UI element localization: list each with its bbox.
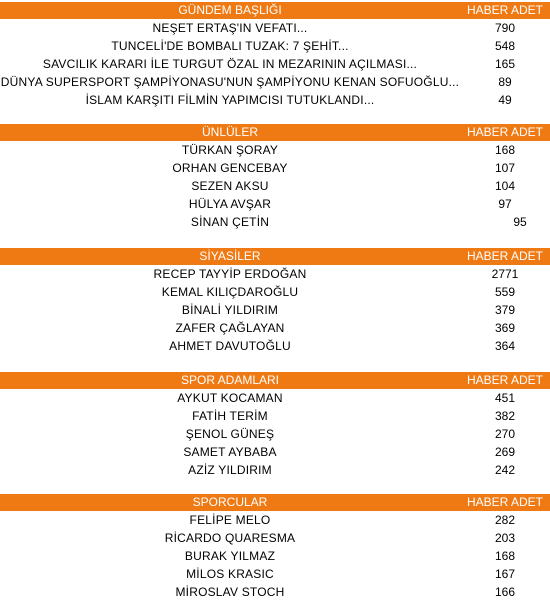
section-header — [0, 248, 550, 265]
row-name: BURAK YILMAZ — [184, 549, 276, 563]
row-count: 379 — [494, 303, 516, 317]
row-name: TUNCELİ'DE BOMBALI TUZAK: 7 ŞEHİT... — [111, 39, 349, 53]
table-row — [0, 55, 550, 73]
row-name: ZAFER ÇAĞLAYAN — [175, 321, 285, 335]
row-count: 168 — [494, 143, 516, 157]
row-count: 282 — [494, 513, 516, 527]
table-row — [0, 283, 550, 301]
section-title: SİYASİLER — [199, 249, 261, 263]
count-column-header: HABER ADET — [466, 125, 544, 139]
row-name: SEZEN AKSU — [191, 179, 269, 193]
row-count: 166 — [494, 585, 516, 599]
row-count: 107 — [494, 161, 516, 175]
table-row — [0, 443, 550, 461]
section-gundem — [0, 2, 550, 109]
table-row — [0, 407, 550, 425]
section-header — [0, 2, 550, 19]
row-name: KEMAL KILIÇDAROĞLU — [161, 285, 299, 299]
section-header — [0, 494, 550, 511]
table-row — [0, 511, 550, 529]
row-name: MİROSLAV STOCH — [175, 585, 285, 599]
row-name: ŞENOL GÜNEŞ — [185, 427, 275, 441]
row-count: 168 — [494, 549, 516, 563]
row-name: SİNAN ÇETİN — [190, 215, 270, 229]
row-name: NEŞET ERTAŞ'IN VEFATI... — [152, 21, 308, 35]
table-row — [0, 37, 550, 55]
table-row — [0, 73, 550, 91]
table-row — [0, 337, 550, 355]
row-count: 165 — [494, 57, 516, 71]
section-siyasiler — [0, 248, 550, 355]
row-name: ORHAN GENCEBAY — [172, 161, 288, 175]
table-row — [0, 195, 550, 213]
table-row — [0, 547, 550, 565]
row-name: SAVCILIK KARARI İLE TURGUT ÖZAL IN MEZARININ AÇILMASI... — [42, 57, 418, 71]
row-name: TÜRKAN ŞORAY — [181, 143, 279, 157]
row-count: 369 — [494, 321, 516, 335]
table-row — [0, 19, 550, 37]
table-row — [0, 141, 550, 159]
row-name: MİLOS KRASIC — [186, 567, 274, 581]
table-row — [0, 265, 550, 283]
row-count: 382 — [494, 409, 516, 423]
table-row — [0, 389, 550, 407]
table-row — [0, 461, 550, 479]
section-header — [0, 372, 550, 389]
table-row — [0, 565, 550, 583]
table-row — [0, 583, 550, 601]
table-row — [0, 213, 550, 231]
row-count: 451 — [494, 391, 516, 405]
table-row — [0, 425, 550, 443]
row-name: RİCARDO QUARESMA — [164, 531, 296, 545]
row-name: HÜLYA AVŞAR — [188, 197, 272, 211]
row-count: 364 — [494, 339, 516, 353]
count-column-header: HABER ADET — [466, 249, 544, 263]
row-count: 49 — [498, 93, 512, 107]
section-title: GÜNDEM BAŞLIĞI — [178, 3, 282, 17]
row-count: 548 — [494, 39, 516, 53]
row-name: FATİH TERİM — [192, 409, 268, 423]
row-count: 97 — [498, 197, 512, 211]
row-count: 269 — [494, 445, 516, 459]
row-count: 203 — [494, 531, 516, 545]
table-row — [0, 177, 550, 195]
count-column-header: HABER ADET — [466, 373, 544, 387]
section-unluler — [0, 124, 550, 231]
section-title: SPORCULAR — [192, 495, 268, 509]
count-column-header: HABER ADET — [466, 495, 544, 509]
table-row — [0, 159, 550, 177]
section-sporcular — [0, 494, 550, 601]
table-row — [0, 529, 550, 547]
row-name: AHMET DAVUTOĞLU — [169, 339, 291, 353]
table-row — [0, 301, 550, 319]
section-spor-adamlari — [0, 372, 550, 479]
row-count: 242 — [494, 463, 516, 477]
row-count: 270 — [494, 427, 516, 441]
section-title: ÜNLÜLER — [201, 125, 258, 139]
row-count: 2771 — [491, 267, 519, 281]
section-header — [0, 124, 550, 141]
row-name: AYKUT KOCAMAN — [177, 391, 283, 405]
row-name: BİNALİ YILDIRIM — [181, 303, 279, 317]
row-name: İSLAM KARŞITI FİLMİN YAPIMCISI TUTUKLANDI... — [85, 93, 375, 107]
row-count: 167 — [494, 567, 516, 581]
section-title: SPOR ADAMLARI — [180, 373, 280, 387]
row-name: DÜNYA SUPERSPORT ŞAMPİYONASU'NUN ŞAMPİYONU KENAN SOFUOĞLU... — [0, 75, 460, 89]
row-name: RECEP TAYYİP ERDOĞAN — [153, 267, 307, 281]
row-name: FELİPE MELO — [189, 513, 271, 527]
row-count: 104 — [494, 179, 516, 193]
row-count: 95 — [513, 215, 527, 229]
row-count: 89 — [498, 75, 512, 89]
row-name: SAMET AYBABA — [183, 445, 277, 459]
table-row — [0, 319, 550, 337]
count-column-header: HABER ADET — [466, 3, 544, 17]
table-row — [0, 91, 550, 109]
row-name: AZİZ YILDIRIM — [188, 463, 272, 477]
row-count: 559 — [494, 285, 516, 299]
row-count: 790 — [494, 21, 516, 35]
